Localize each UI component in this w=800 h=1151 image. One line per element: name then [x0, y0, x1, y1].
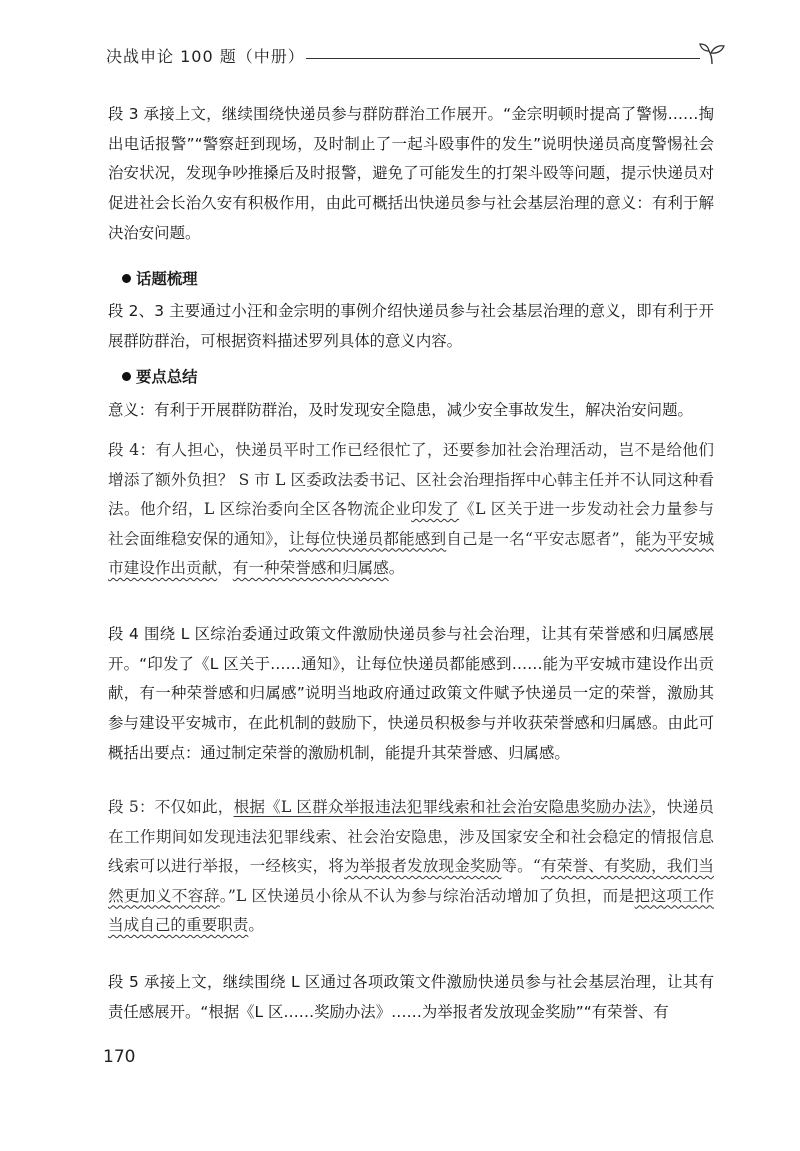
book-title: 决战申论 100 题（中册）	[106, 47, 305, 66]
bullet-label: 要点总结	[136, 368, 198, 386]
text-segment: 段 5：不仅如此，	[108, 798, 234, 816]
text-segment: 。	[248, 916, 264, 934]
running-header	[106, 44, 726, 74]
wavy-underlined-text: 为举报者发放现金奖励	[344, 857, 502, 875]
paragraph-source-5	[108, 793, 714, 941]
paragraph-analysis-4: 段 4 围绕 L 区综治委通过政策文件激励快递员参与社会治理，让其有荣誉感和归属感展开。“印发了《L 区关于……通知》，让每位快递员都能感到……能为平安城市建设作出贡献，有一种荣誉感和归属感”说明当地政府通过政策文件赋予快递员一定的荣誉，激励其参与建设平安城市，在此机制的鼓励下，快递员积极参与并收获荣誉感和归属感。由此可概括出要点：通过制定荣誉的激励机制，能提升其荣誉感、归属感。	[108, 625, 714, 762]
underlined-text: 根据《L 区群众举报违法犯罪线索和社会治安隐患奖励办法》	[233, 798, 652, 816]
wavy-underlined-text: 把这项工作当成自己的重要职责	[108, 886, 714, 934]
text-segment: ，	[217, 559, 233, 577]
page-number: 170	[103, 1047, 136, 1067]
paragraph-topic-summary: 段 2、3 主要通过小汪和金宗明的事例介绍快递员参与社会基层治理的意义，即有利于开展群防群治，可根据资料描述罗列具体的意义内容。	[108, 302, 714, 350]
header-rule	[306, 58, 700, 59]
wavy-underlined-text: 能为平安城市建设作出贡献	[108, 529, 714, 577]
text-segment: 段 4：有人担心，快递员平时工作已经很忙了，还要参加社会治理活动，岂不是给他们增添了额外负担？ S 市 L 区委政法委书记、区社会治理指挥中心韩主任并不认同这种看法。他介绍，L 区综治委向全区各物流企业	[108, 441, 714, 518]
text-segment: ，快递员在工作期间如发现违法犯罪线索、社会治安隐患，涉及国家安全和社会稳定的情报信息线索可以进行举报，一经核实，将	[108, 798, 714, 875]
bullet-heading-points	[122, 366, 198, 388]
wavy-underlined-text: 有荣誉、有奖励，我们当然更加义不容辞	[108, 857, 714, 905]
wavy-underlined-text: 让每位快递员都能感到	[288, 529, 447, 548]
paragraph-analysis-5: 段 5 承接上文，继续围绕 L 区通过各项政策文件激励快递员参与社会基层治理，让其有责任感展开。“根据《L 区……奖励办法》……为举报者发放现金奖励”“有荣誉、有	[108, 973, 714, 1021]
bullet-dot-icon	[122, 372, 131, 381]
paragraph-analysis-3: 段 3 承接上文，继续围绕快递员参与群防群治工作展开。“金宗明顿时提高了警惕……掏出电话报警”“警察赶到现场，及时制止了一起斗殴事件的发生”说明快递员高度警惕社会治安状况，发现争吵推搡后及时报警，避免了可能发生的打架斗殴等问题，提示快递员对促进社会长治久安有积极作用，由此可概括出快递员参与社会基层治理的意义：有利于解决治安问题。	[108, 105, 714, 242]
text-segment: 。”L 区快递员小徐从不认为参与综治活动增加了负担，而是	[219, 886, 635, 905]
bullet-heading-topic	[122, 268, 198, 290]
text-segment: 。	[388, 559, 405, 577]
bullet-label: 话题梳理	[136, 270, 198, 288]
sprout-icon	[698, 42, 726, 66]
text-segment: 《L 区关于进一步发动社会力量参与社会面维稳安保的通知》，	[108, 500, 714, 548]
wavy-underlined-text: 有一种荣誉感和归属感	[232, 559, 389, 577]
text-segment: 自己是一名“平安志愿者”，	[446, 529, 636, 548]
text-segment: 等。“	[501, 857, 541, 875]
paragraph-key-points: 意义：有利于开展群防群治，及时发现安全隐患，减少安全事故发生，解决治安问题。	[108, 401, 693, 419]
wavy-underlined-text: 印发了	[411, 500, 460, 518]
bullet-dot-icon	[122, 274, 131, 283]
paragraph-source-4	[108, 436, 714, 584]
